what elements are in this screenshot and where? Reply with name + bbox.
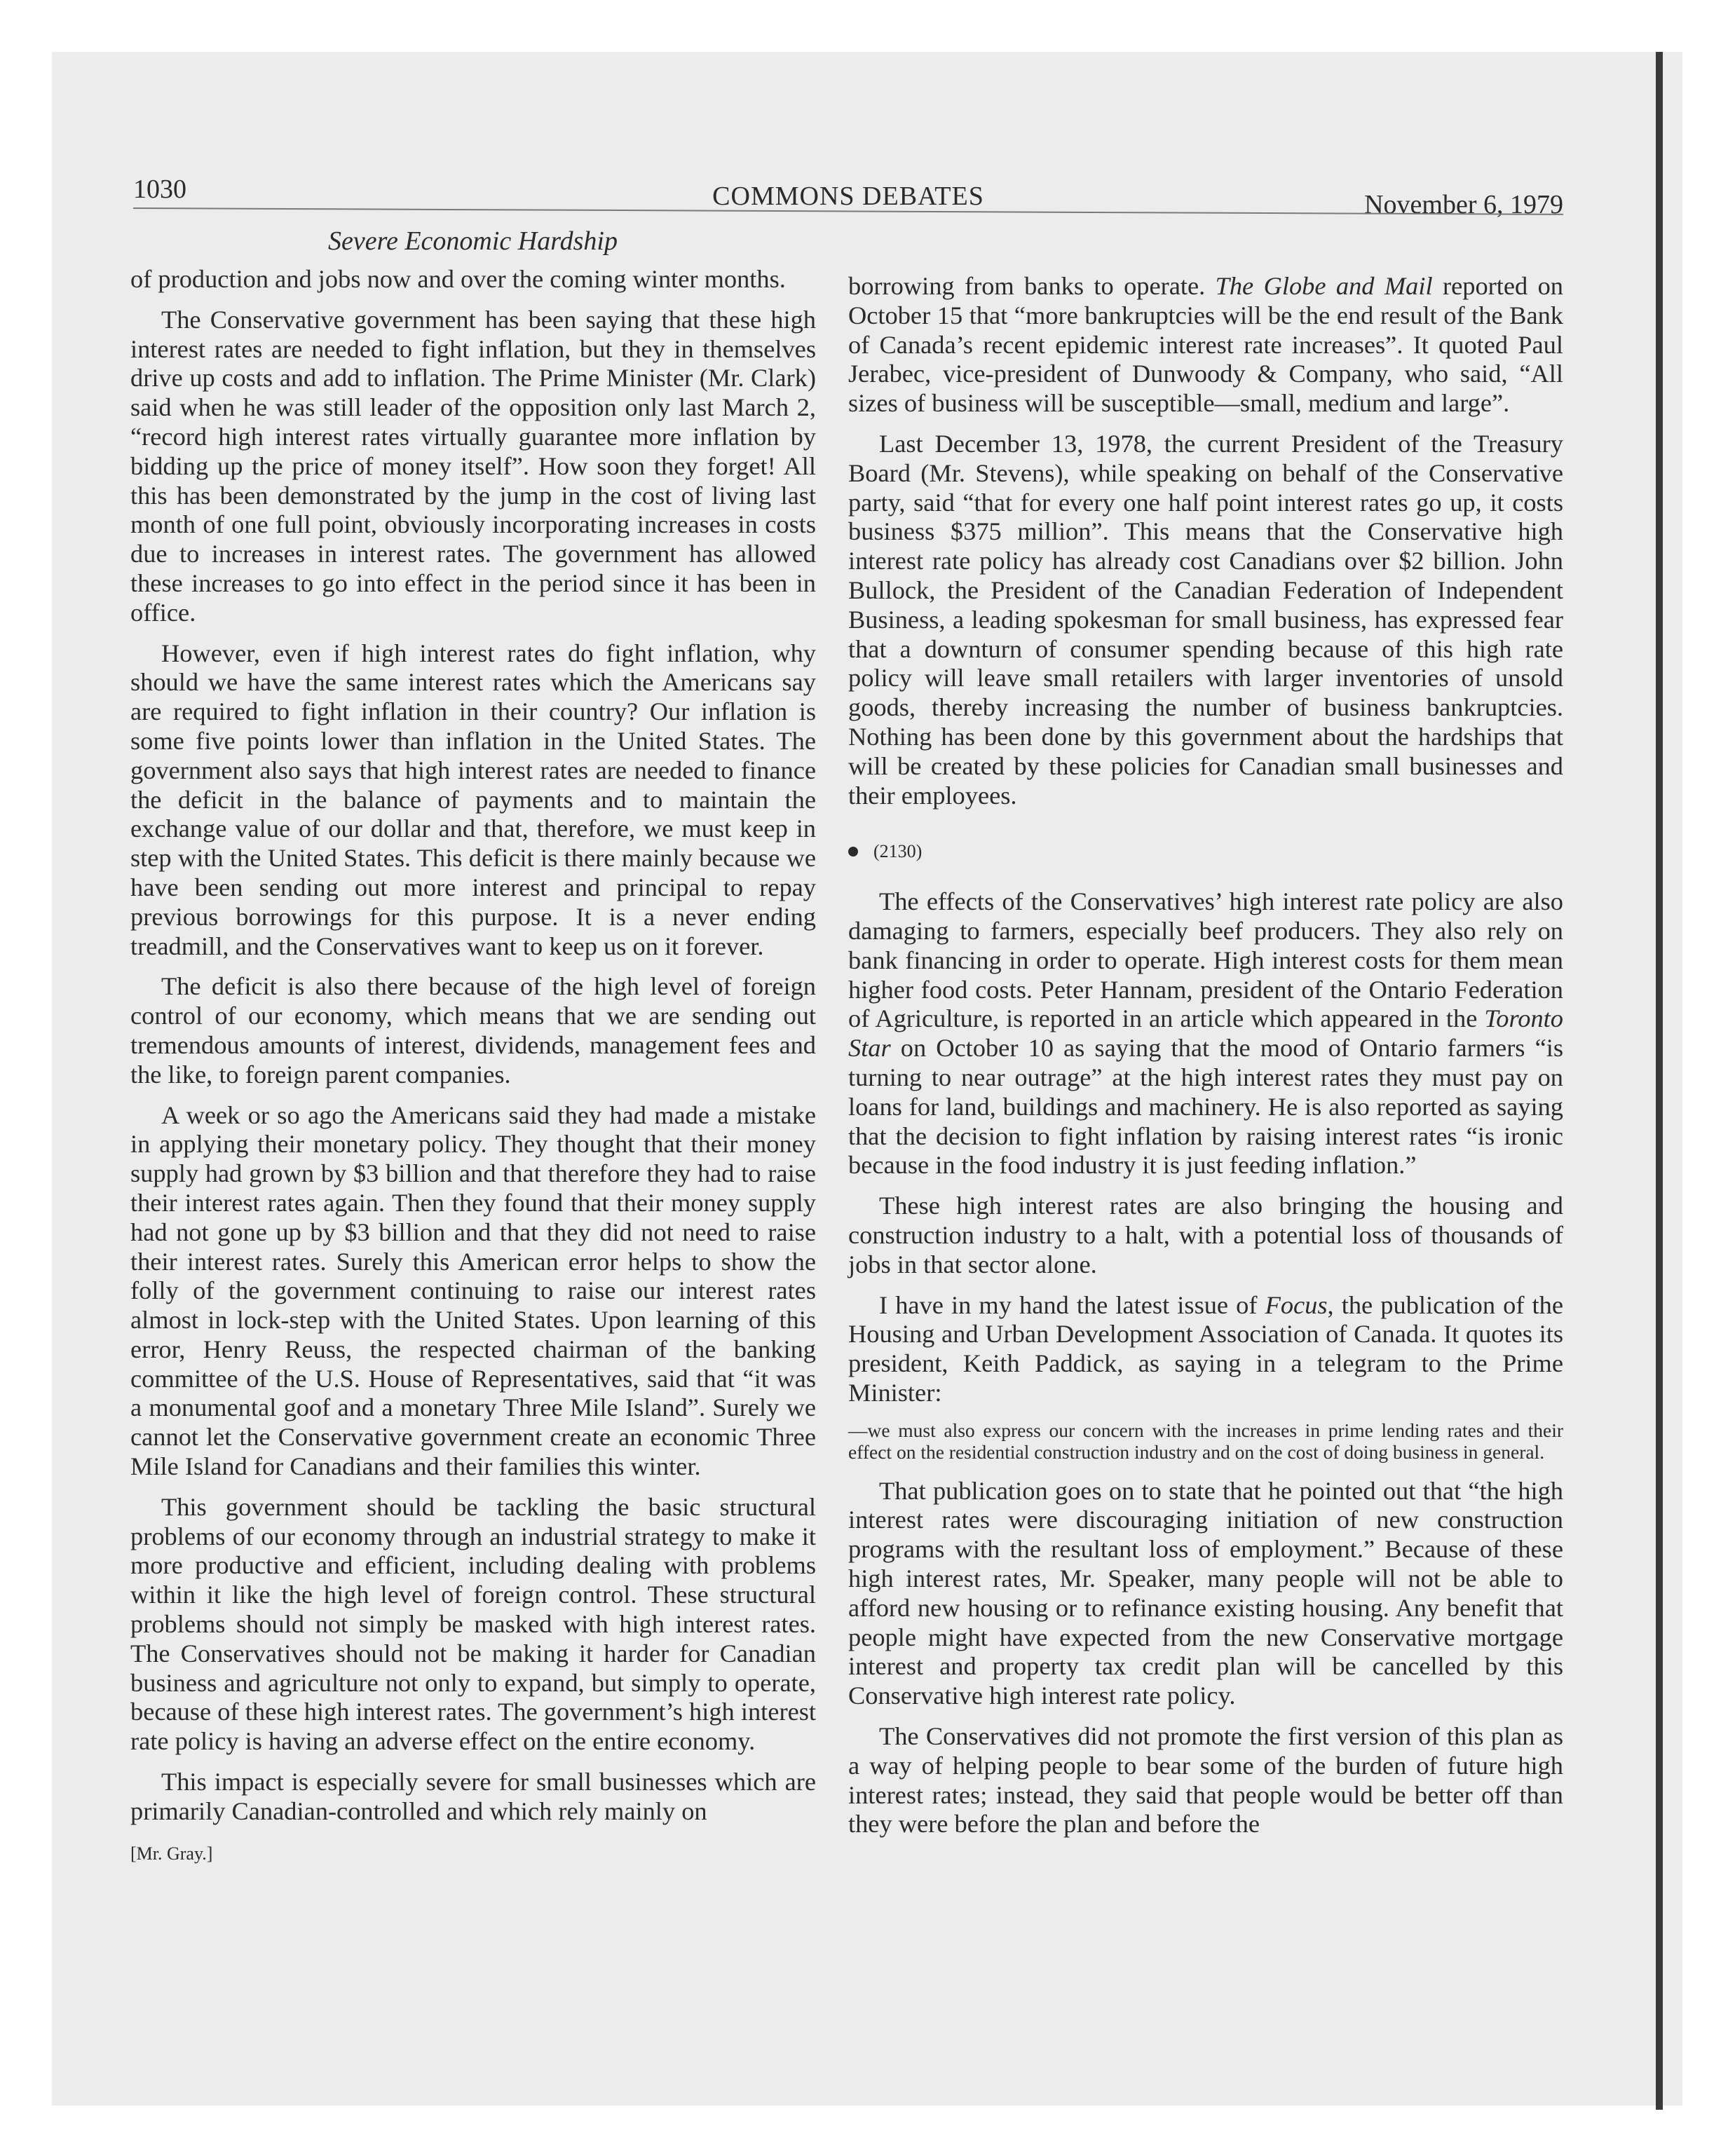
paragraph: Last December 13, 1978, the current President of the Treasury Board (Mr. Stevens), while speaking on behalf of the Conservative party, said “that for every one half point interest rates go up, it costs business $375 million”. This means that the Conservative high interest rate policy has already cost Canadians over $2 billion. John Bullock, the President of the Canadian Federation of Independent Business, a leading spokesman for small business, has expressed fear that a downturn of consumer spending because of this high rate policy will leave small retailers with larger inventories of unsold goods, thereby increasing the number of business bankruptcies. Nothing has been done by this government about the hardships that will be created by these policies for Canadian small businesses and their employees.: [848, 429, 1563, 810]
paragraph: This government should be tackling the basic structural problems of our economy through an industrial strategy to make it more productive and efficient, including dealing with problems within it like the high level of foreign control. These structural problems should not simply be masked with high interest rates. The Conservatives should not be making it harder for Canadian business and agriculture not only to expand, but simply to operate, because of these high interest rates. The government’s high interest rate policy is having an adverse effect on the entire economy.: [130, 1492, 816, 1756]
paragraph: The Conservative government has been saying that these high interest rates are needed to fight inflation, but they in themselves drive up costs and add to inflation. The Prime Minister (Mr. Clark) said when he was still leader of the opposition only last March 2, “record high interest rates virtually guarantee more inflation by bidding up the price of money itself”. How soon they forget! All this has been demonstrated by the jump in the cost of living last month of one full point, obviously incorporating increases in costs due to increases in interest rates. The government has allowed these increases to go into effect in the period since it has been in office.: [130, 305, 816, 627]
text-run: , the publication of the Housing and Urban Development Association of Canada. It quotes its president, Keith Paddick, as saying in a telegram to the Prime Minister:: [848, 1290, 1563, 1407]
right-column: [848, 272, 1563, 1850]
paragraph: A week or so ago the Americans said they had made a mistake in applying their monetary policy. They thought that their money supply had grown by $3 billion and that therefore they had to raise their interest rates again. Then they found that their money supply had not gone up by $3 billion and that they did not need to raise their interest rates. Surely this American error helps to show the folly of the government continuing to raise our interest rates almost in lock-step with the United States. Upon learning of this error, Henry Reuss, the respected chairman of the banking committee of the U.S. House of Representatives, said that “it was a monumental goof and a monetary Three Mile Island”. Surely we cannot let the Conservative government create an economic Three Mile Island for Canadians and their families this winter.: [130, 1100, 816, 1481]
paragraph: [848, 887, 1563, 1180]
text-run: The effects of the Conservatives’ high interest rate policy are also damaging to farmers, especially beef producers. They also rely on bank financing in order to operate. High interest costs for them mean higher food costs. Peter Hannam, president of the Ontario Federation of Agriculture, is reported in an article which appeared in the: [848, 887, 1563, 1033]
section-heading: Severe Economic Hardship: [328, 226, 618, 256]
block-quote: —we must also express our concern with the increases in prime lending rates and their effect on the residential construction industry and on the cost of doing business in general.: [848, 1419, 1563, 1463]
timestamp-text: (2130): [873, 841, 923, 862]
journal-title: COMMONS DEBATES: [712, 182, 984, 211]
publication-title: Focus: [1265, 1290, 1328, 1319]
page-edge-bar: [1656, 52, 1663, 2110]
publication-title: The Globe and Mail: [1215, 272, 1433, 300]
text-run: on October 10 as saying that the mood of Ontario farmers “is turning to near outrage” at the high interest rates they must pay on loans for land, buildings and machinery. He is also reported as saying that the decision to fight inflation by raising interest rates “is ironic because in the food industry it is just feeding inflation.”: [848, 1034, 1563, 1180]
text-run: I have in my hand the latest issue of: [879, 1290, 1265, 1319]
paragraph: However, even if high interest rates do fight inflation, why should we have the same interest rates which the Americans say are required to fight inflation in their country? Our inflation is some five points lower than inflation in the United States. The government also says that high interest rates are needed to finance the deficit in the balance of payments and to maintain the exchange value of our dollar and that, therefore, we must keep in step with the United States. This deficit is there mainly because we have been sending out more interest and principal to repay previous borrowings for this purpose. It is a never ending treadmill, and the Conservatives want to keep us on it forever.: [130, 639, 816, 960]
speaker-attribution: [Mr. Gray.]: [130, 1843, 213, 1864]
paragraph: [848, 272, 1563, 418]
paragraph: That publication goes on to state that he pointed out that “the high interest rates were discouraging initiation of new construction programs with the resultant loss of employment.” Because of these high interest rates, Mr. Speaker, many people will not be able to afford new housing or to refinance existing housing. Any benefit that people might have expected from the new Conservative mortgage interest and property tax credit plan will be cancelled by this Conservative high interest rate policy.: [848, 1476, 1563, 1710]
paragraph: These high interest rates are also bringing the housing and construction industry to a halt, with a potential loss of thousands of jobs in that sector alone.: [848, 1192, 1563, 1278]
bullet-icon: [848, 847, 858, 857]
paragraph: of production and jobs now and over the coming winter months.: [130, 265, 786, 293]
page-number: 1030: [133, 175, 186, 204]
paragraph: The Conservatives did not promote the first version of this plan as a way of helping people to bear some of the burden of future high interest rates; instead, they said that people would be better off than they were before the plan and before the: [848, 1722, 1563, 1838]
publication-title: Toronto Star: [848, 1004, 1563, 1063]
paragraph: [848, 1291, 1563, 1408]
paragraph: The deficit is also there because of the high level of foreign control of our economy, which means that we are sending out tremendous amounts of interest, dividends, management fees and the like, to foreign parent companies.: [130, 972, 816, 1089]
left-column: [130, 265, 816, 1868]
timestamp: [848, 837, 1563, 866]
text-run: borrowing from banks to operate.: [848, 272, 1216, 300]
issue-date: November 6, 1979: [1364, 190, 1563, 219]
text-run: reported on October 15 that “more bankruptcies will be the end result of the Bank of Canada’s recent epidemic interest rate increases”. It quoted Paul Jerabec, vice-president of Dunwoody & Company, who said, “All sizes of business will be susceptible—small, medium and large”.: [848, 272, 1563, 418]
paragraph: This impact is especially severe for small businesses which are primarily Canadian-controlled and which rely mainly on: [130, 1768, 816, 1825]
